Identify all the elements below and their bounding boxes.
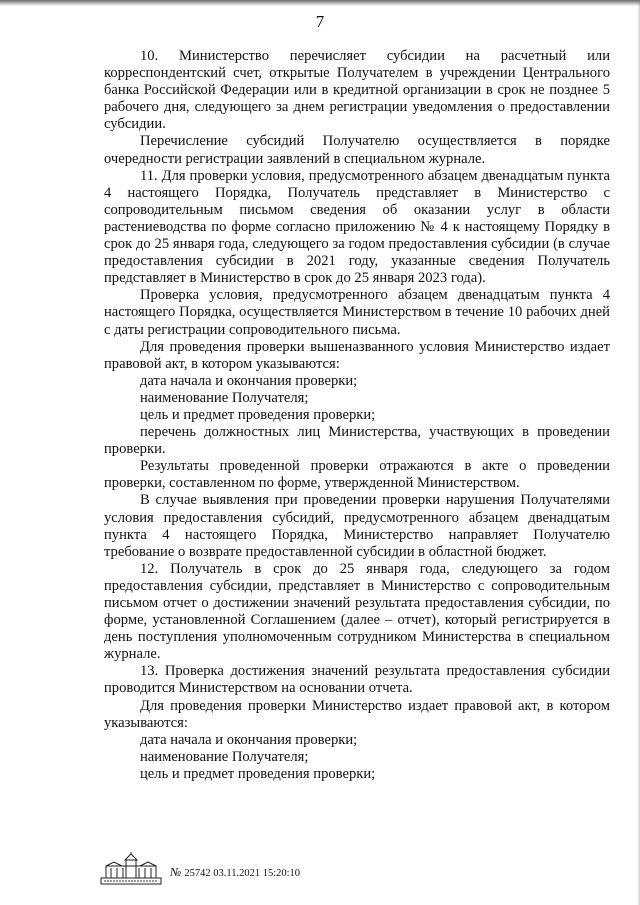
document-body xyxy=(104,48,610,783)
list-item: дата начала и окончания проверки; xyxy=(140,731,358,748)
paragraph: Для проведения проверки Министерство издает правовой акт, в котором указываются: xyxy=(104,697,610,731)
scan-top-edge xyxy=(0,0,640,6)
paragraph: 13. Проверка достижения значений результата предоставления субсидии проводится Министерством на основании отчета. xyxy=(104,663,610,697)
number-mark: № xyxy=(170,865,182,879)
list-item: дата начала и окончания проверки; xyxy=(140,372,358,389)
list-item: цель и предмет проведения проверки; xyxy=(140,406,376,423)
paragraph: 12. Получатель в срок до 25 января года, следующего за годом предоставления субсидии, представляет в Министерство с сопроводительным письмом отчет о достижении значений результата предоставления субсидии, по форме, установленной Соглашением (далее – отчет), который регистрируется в день поступления уполномоченным сотрудником Министерства в специальном журнале. xyxy=(104,560,610,663)
paragraph: Результаты проведенной проверки отражаются в акте о проведении проверки, составленном по форме, утвержденной Министерством. xyxy=(104,458,610,492)
paragraph: Перечисление субсидий Получателю осуществляется в порядке очередности регистрации заявлений в специальном журнале. xyxy=(104,133,610,167)
registration-number-date: 25742 03.11.2021 15:20:10 xyxy=(184,868,301,879)
list-item: наименование Получателя; xyxy=(140,389,309,406)
page-number: 7 xyxy=(315,12,325,31)
paragraph: Проверка условия, предусмотренного абзацем двенадцатым пункта 4 настоящего Порядка, осуществляется Министерством в течение 10 рабочих дней с даты регистрации сопроводительного письма. xyxy=(104,287,610,338)
registration-footer xyxy=(100,852,420,886)
paragraph: В случае выявления при проведении проверки нарушения Получателями условия предоставления субсидий, предусмотренного абзацем двенадцатым пункта 4 настоящего Порядка, Министерство направляет Получателю требование о возврате предоставленной субсидии в областной бюджет. xyxy=(104,492,610,560)
government-building-seal-icon xyxy=(100,852,162,886)
list-item: наименование Получателя; xyxy=(140,748,309,765)
paragraph: 11. Для проверки условия, предусмотренного абзацем двенадцатым пункта 4 настоящего Порядка, Получатель представляет в Министерство с сопроводительным письмом сведения об оказании услуг в области растениеводства по форме согласно приложению № 4 к настоящему Порядку в срок до 25 января года, следующего за годом предоставления субсидии (в случае предоставления субсидии в 2021 году, указанные сведения Получатель представляет в Министерство в срок до 25 января 2023 года). xyxy=(104,167,610,287)
list-item: цель и предмет проведения проверки; xyxy=(140,765,376,782)
paragraph: 10. Министерство перечисляет субсидии на расчетный или корреспондентский счет, открытые Получателем в учреждении Центрального банка Российской Федерации или в кредитной организации в срок не позднее 5 рабочего дня, следующего за днем регистрации уведомления о предоставлении субсидии. xyxy=(104,48,610,133)
paragraph: Для проведения проверки вышеназванного условия Министерство издает правовой акт, в котором указываются: xyxy=(104,338,610,372)
registration-stamp xyxy=(170,865,300,880)
list-item: перечень должностных лиц Министерства, участвующих в проведении проверки. xyxy=(104,424,610,458)
